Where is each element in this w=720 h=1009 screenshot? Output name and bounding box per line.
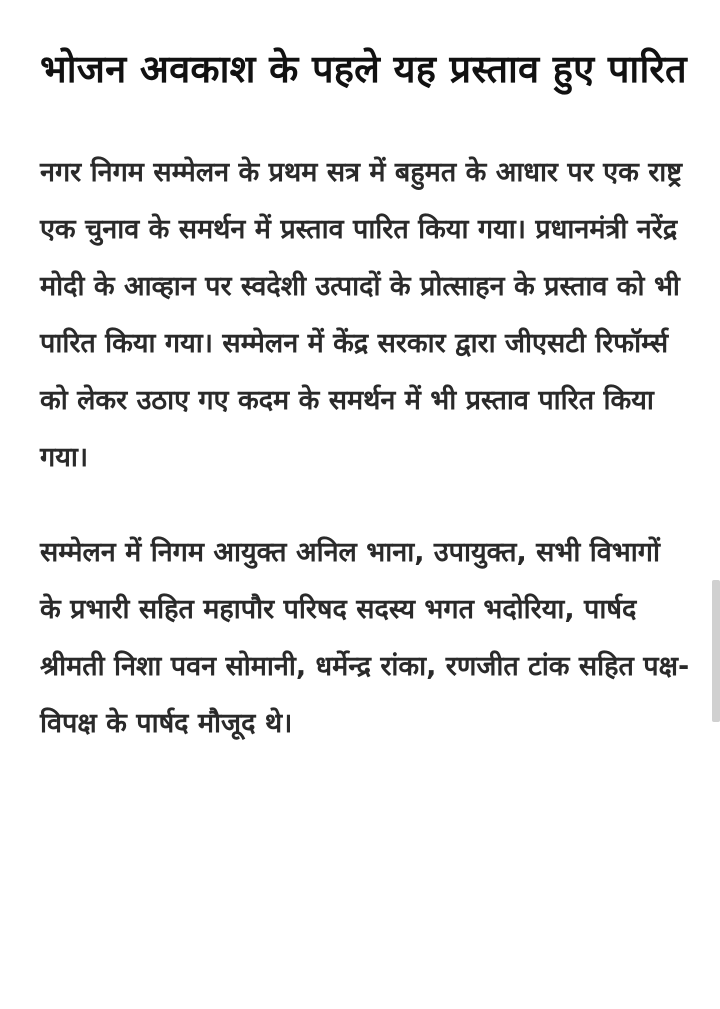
article-paragraph-1: नगर निगम सम्मेलन के प्रथम सत्र में बहुमत के आधार पर एक राष्ट्र एक चुनाव के समर्थन में प्रस्ताव पारित किया गया। प्रधानमंत्री नरेंद्र मोदी के आव्हान पर स्वदेशी उत्पादों के प्रोत्साहन के प्रस्ताव को भी पारित किया गया। सम्मेलन में केंद्र सरकार द्वारा जीएसटी रिफॉर्म्स को लेकर उठाए गए कदम के समर्थन में भी प्रस्ताव पारित किया गया। xyxy=(40,157,683,473)
article-body xyxy=(40,40,690,752)
article-paragraph-2: सम्मेलन में निगम आयुक्त अनिल भाना, उपायुक्त, सभी विभागों के प्रभारी सहित महापौर परिषद सदस्य भगत भदोरिया, पार्षद श्रीमती निशा पवन सोमानी, धर्मेन्द्र रांका, रणजीत टांक सहित पक्ष- विपक्ष के पार्षद मौजूद थे। xyxy=(40,537,690,739)
scrollbar[interactable] xyxy=(712,580,720,722)
scrollbar-thumb[interactable] xyxy=(712,580,720,722)
article-headline: भोजन अवकाश के पहले यह प्रस्ताव हुए पारित xyxy=(40,47,687,91)
